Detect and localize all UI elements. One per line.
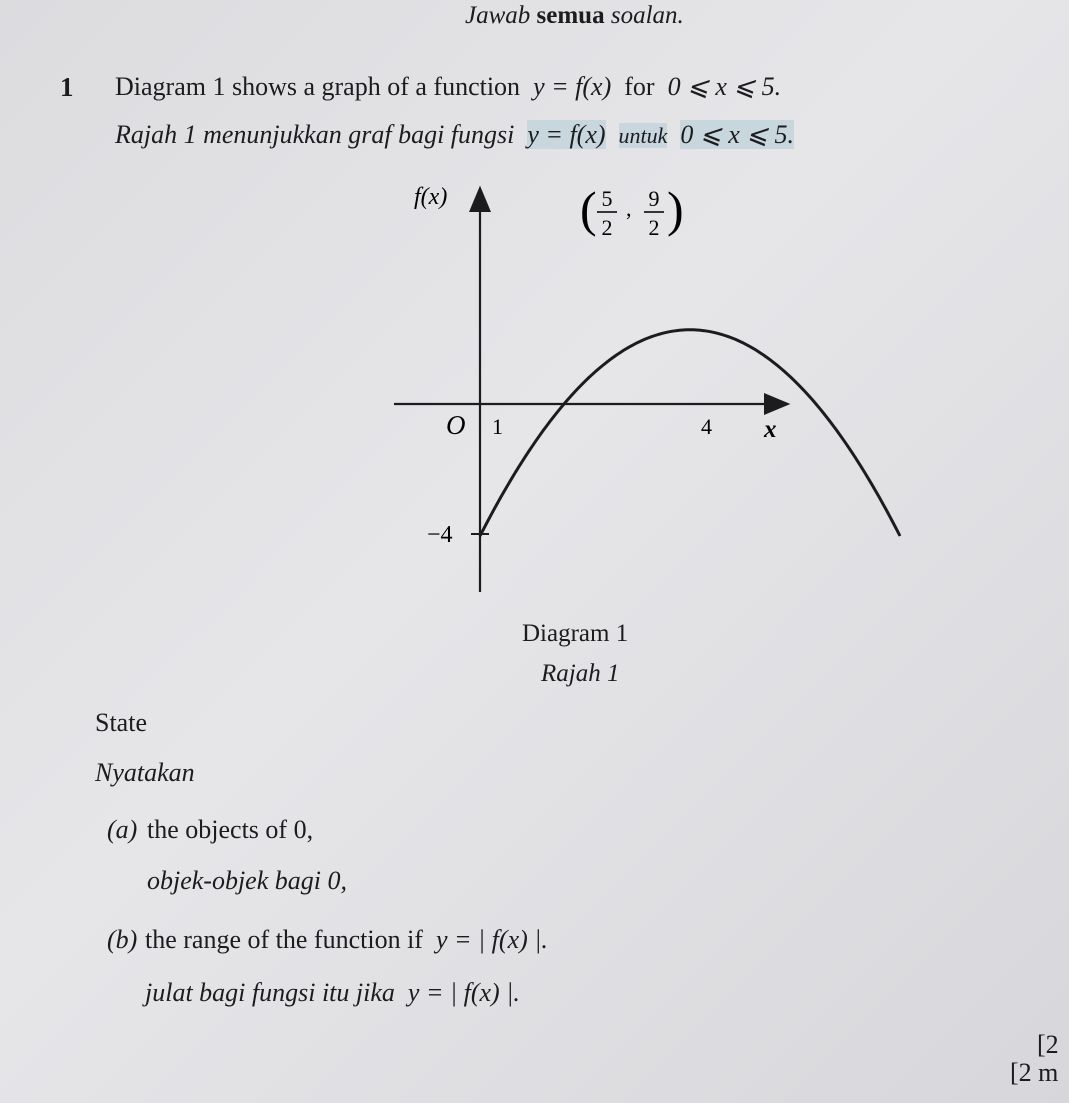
part-b-en-expression: y = | f(x) |. xyxy=(435,925,548,954)
instruction-word-1: Jawab xyxy=(465,2,531,29)
question-ms-domain: 0 ⩽ x ⩽ 5. xyxy=(680,120,795,149)
question-en-prefix: Diagram 1 shows a graph of a function xyxy=(115,72,521,101)
question-en-function: y = f(x) xyxy=(533,72,612,101)
part-b-en-prefix: the range of the function if xyxy=(145,925,423,954)
origin-label: O xyxy=(446,410,466,440)
question-number: 1 xyxy=(60,72,74,102)
x-tick-4-label: 4 xyxy=(701,414,712,439)
vertex-close-paren: ) xyxy=(667,181,684,237)
state-instruction-malay: Nyatakan xyxy=(95,758,195,787)
question-en-for: for xyxy=(624,72,655,101)
question-en-domain: 0 ⩽ x ⩽ 5. xyxy=(667,72,782,101)
parabola-curve xyxy=(480,330,900,536)
vertex-comma: , xyxy=(626,196,632,221)
part-a-label: (a) xyxy=(107,815,138,844)
x-axis-label: x xyxy=(764,416,777,443)
part-a-text-malay: objek-objek bagi 0, xyxy=(147,866,347,895)
vertex-x-denominator: 2 xyxy=(601,215,613,240)
marks-part-b xyxy=(1010,1058,1058,1088)
diagram-caption-english: Diagram 1 xyxy=(522,620,629,647)
question-ms-function: y = f(x) xyxy=(527,120,606,149)
part-b-text-malay xyxy=(145,978,520,1008)
vertex-y-numerator: 9 xyxy=(648,186,660,211)
marks-part-b-text: [2 m xyxy=(1010,1058,1059,1087)
part-b-ms-expression: y = | f(x) |. xyxy=(407,978,520,1007)
marks-part-a: [2 xyxy=(1037,1030,1059,1059)
part-b-text-english xyxy=(145,925,548,955)
part-b-label: (b) xyxy=(107,925,138,954)
instruction-word-2: semua xyxy=(536,2,605,29)
state-instruction-english: State xyxy=(95,708,147,737)
part-b-ms-prefix: julat bagi fungsi itu jika xyxy=(145,978,395,1007)
x-tick-1-label: 1 xyxy=(492,414,503,439)
vertex-label xyxy=(580,181,684,240)
vertex-y-denominator: 2 xyxy=(648,215,660,240)
instruction-word-3: soalan. xyxy=(610,2,684,29)
part-a-text-english: the objects of 0, xyxy=(147,815,314,844)
question-ms-for: untuk xyxy=(618,123,668,148)
vertex-open-paren: ( xyxy=(580,181,597,237)
y-tick-minus-4-label: −4 xyxy=(427,522,453,548)
y-axis-label: f(x) xyxy=(414,184,448,210)
question-ms-prefix: Rajah 1 menunjukkan graf bagi fungsi xyxy=(115,120,515,149)
vertex-x-numerator: 5 xyxy=(601,186,613,211)
diagram-caption-malay: Rajah 1 xyxy=(541,660,620,687)
